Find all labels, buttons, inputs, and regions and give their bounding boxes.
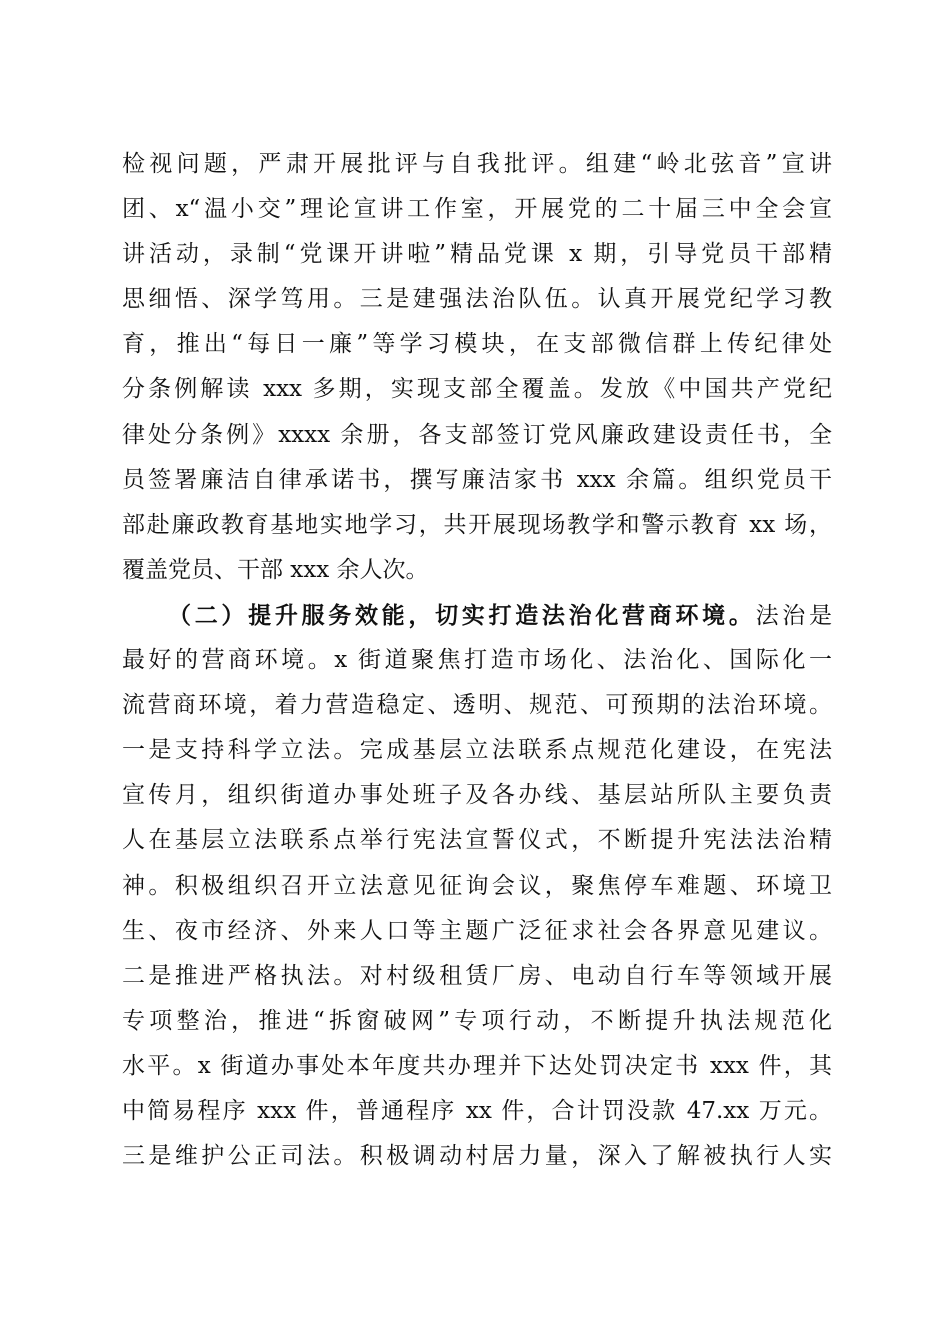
- text-line: 生、夜市经济、外来人口等主题广泛征求社会各界意见建议。: [122, 917, 832, 944]
- text-line: 流营商环境，着力营造稳定、透明、规范、可预期的法治环境。: [122, 692, 832, 719]
- section-heading-line: [122, 593, 832, 638]
- document-body: [122, 142, 832, 1179]
- text-line: 分条例解读 xxx 多期，实现支部全覆盖。发放《中国共产党纪: [122, 376, 832, 403]
- text-line: 宣传月，组织街道办事处班子及各办线、基层站所队主要负责: [122, 782, 832, 809]
- text-line: 三是维护公正司法。积极调动村居力量，深入了解被执行人实: [122, 1143, 832, 1170]
- paragraph-1: [122, 142, 832, 593]
- text-line: 员签署廉洁自律承诺书，撰写廉洁家书 xxx 余篇。组织党员干: [122, 466, 832, 493]
- text-line: 律处分条例》xxxx 余册，各支部签订党风廉政建设责任书，全: [122, 421, 832, 448]
- text-line: 思细悟、深学笃用。三是建强法治队伍。认真开展党纪学习教: [122, 286, 832, 313]
- paragraph-2: [122, 593, 832, 1179]
- text-line: 部赴廉政教育基地实地学习，共开展现场教学和警示教育 xx 场，: [122, 511, 832, 538]
- heading-line-tail: 法治是: [755, 602, 832, 629]
- section-heading: （二）提升服务效能，切实打造法治化营商环境。: [168, 601, 756, 629]
- text-line: 一是支持科学立法。完成基层立法联系点规范化建设，在宪法: [122, 737, 832, 764]
- text-line: 育，推出“每日一廉”等学习模块，在支部微信群上传纪律处: [122, 331, 832, 358]
- text-line: 检视问题，严肃开展批评与自我批评。组建“岭北弦音”宣讲: [122, 151, 832, 177]
- text-line: 中简易程序 xxx 件，普通程序 xx 件，合计罚没款 47.xx 万元。: [122, 1097, 832, 1124]
- text-line: 最好的营商环境。x 街道聚焦打造市场化、法治化、国际化一: [122, 647, 832, 674]
- text-line: 专项整治，推进“拆窗破网”专项行动，不断提升执法规范化: [122, 1007, 832, 1034]
- text-line: 神。积极组织召开立法意见征询会议，聚焦停车难题、环境卫: [122, 872, 832, 899]
- text-line: 水平。x 街道办事处本年度共办理并下达处罚决定书 xxx 件，其: [122, 1052, 832, 1079]
- text-line: 二是推进严格执法。对村级租赁厂房、电动自行车等领域开展: [122, 962, 832, 989]
- text-line: 人在基层立法联系点举行宪法宣誓仪式，不断提升宪法法治精: [122, 827, 832, 854]
- text-line: 团、x“温小交”理论宣讲工作室，开展党的二十届三中全会宣: [122, 196, 832, 223]
- text-line: 覆盖党员、干部 xxx 余人次。: [122, 556, 429, 583]
- text-line: 讲活动，录制“党课开讲啦”精品党课 x 期，引导党员干部精: [122, 241, 832, 268]
